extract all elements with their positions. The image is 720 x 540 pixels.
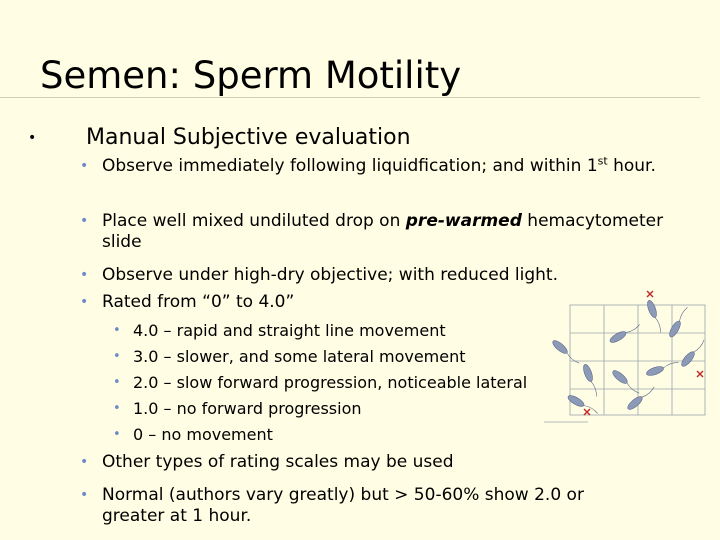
bullet-icon: • [80,267,89,283]
slide-title: Semen: Sperm Motility [40,54,462,97]
sperm-grid-illustration [540,285,710,430]
bullet-text: Manual Subjective evaluation [86,125,411,150]
bullet-place-drop [80,211,700,253]
sperm-cell-icon [551,299,707,416]
bullet-icon: • [113,323,121,338]
bullet-icon: • [113,401,121,416]
title-divider [0,97,700,98]
bullet-observe-timing [80,156,700,177]
bullet-icon: • [80,454,89,470]
bullet-icon: • [113,349,121,364]
bullet-icon: • [113,375,121,390]
bullet-icon: • [113,427,121,442]
bullet-icon: • [28,130,37,146]
bullet-icon: • [80,213,89,229]
bullet-text: Rated from “0” to 4.0” [102,292,295,312]
bullet-icon: • [80,158,89,174]
bullet-observe-objective [80,265,700,286]
bullet-other-scales [80,452,700,473]
bullet-text: Observe immediately following liquidfication; and within 1st hour. [102,154,656,176]
bullet-icon: • [80,487,89,503]
bullet-icon: • [80,294,89,310]
bullet-text: Other types of rating scales may be used [102,452,454,472]
bullet-text: Normal (authors vary greatly) but > 50-60% show 2.0 or greater at 1 hour. [102,485,584,526]
bullet-text: Place well mixed undiluted drop on pre-warmed hemacytometer slide [102,211,664,252]
bullet-text: Observe under high-dry objective; with reduced light. [102,265,558,285]
emphasis-prewarmed: pre-warmed [405,211,522,231]
bullet-normal-values [80,485,640,527]
